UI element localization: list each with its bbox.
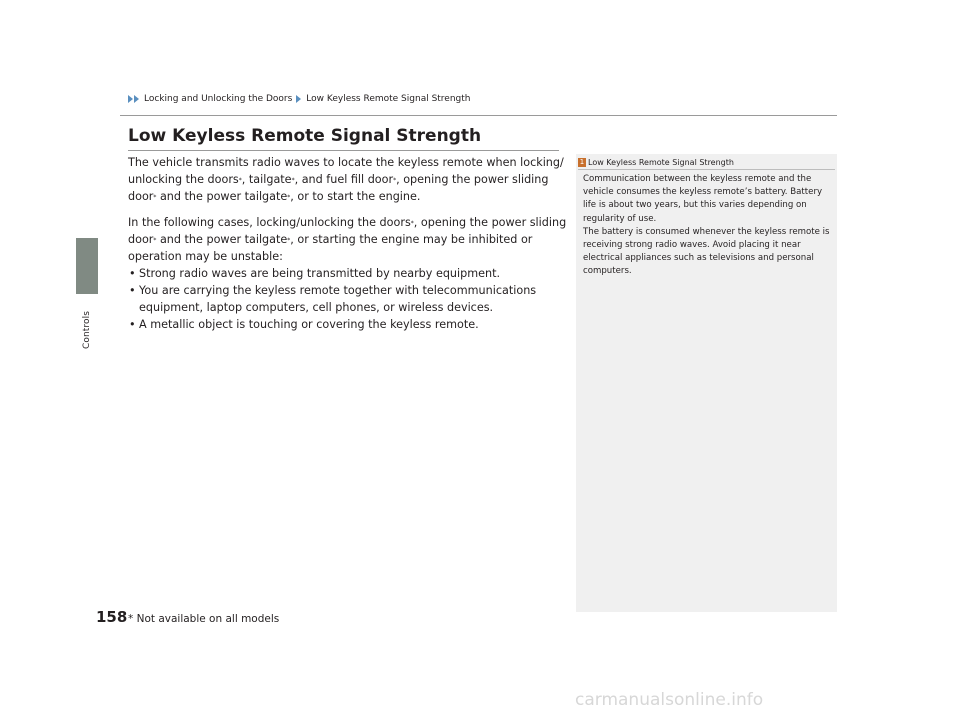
section-tab-label: Controls xyxy=(82,310,92,350)
sidebar-divider xyxy=(578,169,835,170)
sidebar-content xyxy=(583,173,831,279)
breadcrumb-arrow-icon xyxy=(296,95,302,103)
bullet-list xyxy=(128,265,568,333)
list-item: • A metallic object is touching or covering the keyless remote. xyxy=(128,316,568,333)
list-item: • You are carrying the keyless remote together with telecommunications equipment, laptop computers, cell phones, or wireless devices. xyxy=(128,282,568,316)
paragraph: The vehicle transmits radio waves to locate the keyless remote when locking/ unlocking the doors*, tailgate*, and fuel fill door*, opening the power sliding door* and the power tailgate*, or to start the engine. xyxy=(128,156,564,203)
breadcrumb xyxy=(128,94,471,104)
sidebar-heading-text: Low Keyless Remote Signal Strength xyxy=(588,158,734,167)
section-tab xyxy=(76,0,98,722)
header-divider xyxy=(120,115,837,116)
main-content xyxy=(128,154,568,333)
breadcrumb-arrow-icon xyxy=(128,95,140,103)
breadcrumb-item[interactable]: Low Keyless Remote Signal Strength xyxy=(306,94,471,104)
section-tab-marker xyxy=(76,238,98,294)
page-number: 158 xyxy=(96,608,128,626)
footnote: * Not available on all models xyxy=(128,613,280,625)
sidebar-paragraph: Communication between the keyless remote and the vehicle consumes the keyless remote’s battery. Battery life is about two years, but this varies depending on regularity of use. xyxy=(583,174,823,224)
page-title: Low Keyless Remote Signal Strength xyxy=(128,126,482,146)
list-item: • Strong radio waves are being transmitted by nearby equipment. xyxy=(128,265,568,282)
breadcrumb-item[interactable]: Locking and Unlocking the Doors xyxy=(144,94,293,104)
sidebar-paragraph: The battery is consumed whenever the keyless remote is receiving strong radio waves. Avoid placing it near electrical appliances such as televisions and personal computers. xyxy=(583,226,830,277)
paragraph: In the following cases, locking/unlocking the doors*, opening the power sliding door* and the power tailgate*, or starting the engine may be inhibited or operation may be unstable: xyxy=(128,216,567,263)
title-divider xyxy=(128,150,559,151)
reference-marker-icon: 1 xyxy=(579,158,585,166)
sidebar-heading xyxy=(578,158,836,167)
watermark: carmanualsonline.info xyxy=(575,690,764,710)
